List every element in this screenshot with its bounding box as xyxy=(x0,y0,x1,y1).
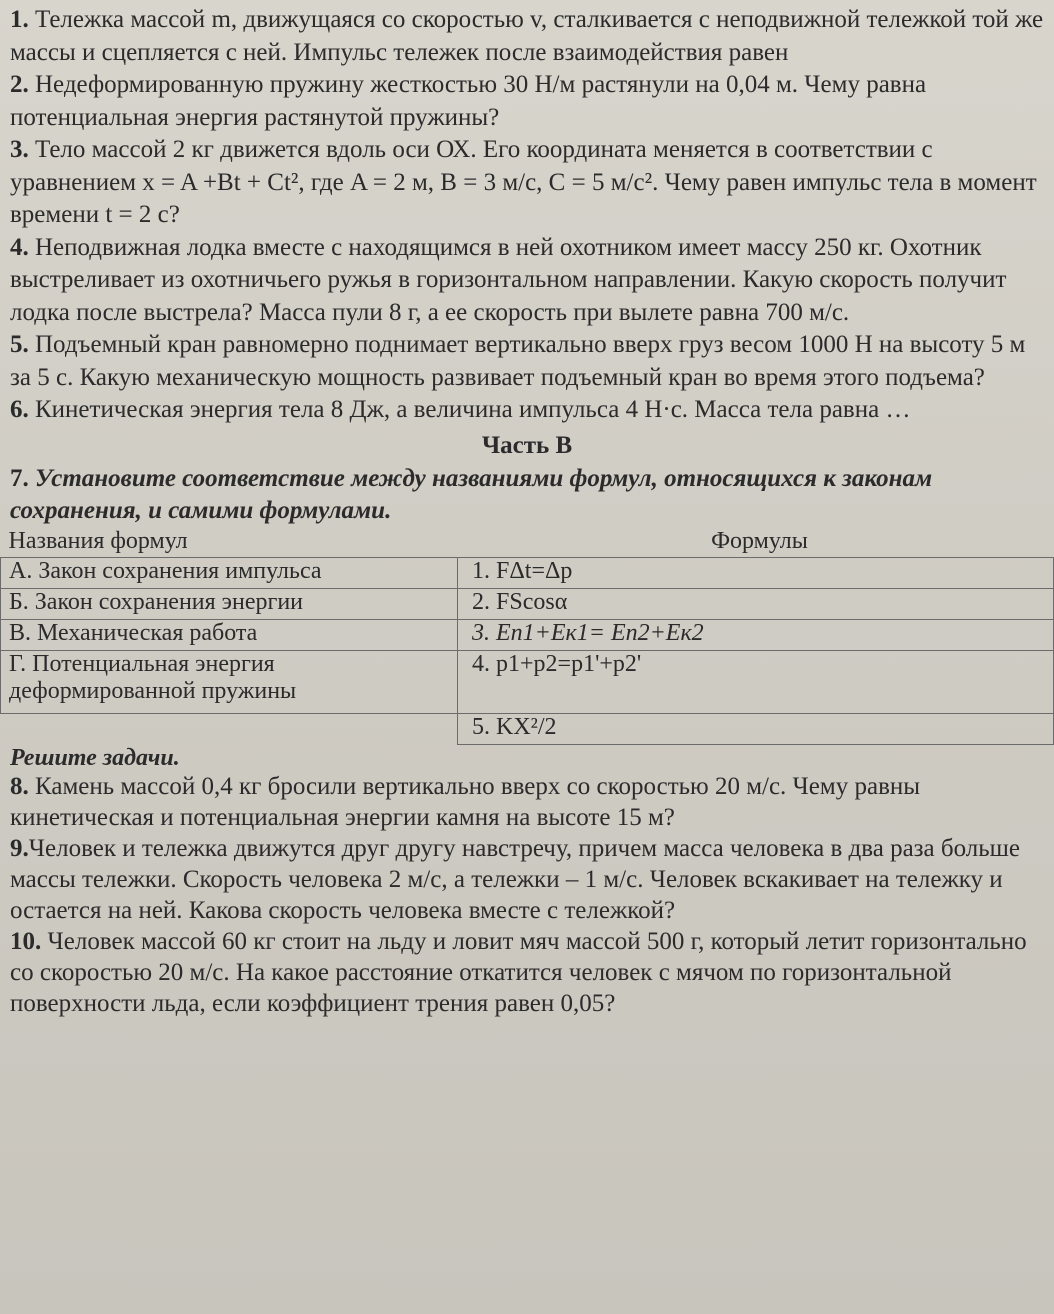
question-text: Подъемный кран равномерно поднимает вертикально вверх груз весом 1000 Н на высоту 5 м за 5 с. Какую механическую мощность развивает подъемный кран во время этого подъема? xyxy=(10,331,1026,391)
formula-name-cell: Б. Закон сохранения энергии xyxy=(1,588,458,619)
formula-name-cell: В. Механическая работа xyxy=(1,619,458,650)
formula-cell: 3. Eп1+Eк1= Eп2+Eк2 xyxy=(458,619,1054,650)
formula-cell: 2. FScosα xyxy=(458,588,1054,619)
question-number: 4. xyxy=(10,233,29,261)
formula-name-cell: Г. Потенциальная энергия деформированной пружины xyxy=(1,650,458,713)
table-row xyxy=(1,650,1054,713)
question-text: Установите соответствие между названиями формул, относящихся к законам сохранения, и самими формулами. xyxy=(10,464,933,524)
question-text: Человек и тележка движутся друг другу навстречу, причем масса человека в два раза больше массы тележки. Скорость человека 2 м/с, а тележки – 1 м/с. Человек вскакивает на тележку и остается на ней. Какова скорость человека вместе с тележкой? xyxy=(10,834,1020,924)
question-text: Камень массой 0,4 кг бросили вертикально вверх со скоростью 20 м/с. Чему равны кинетическая и потенциальная энергии камня на высоте 15 м? xyxy=(10,772,921,831)
matching-table xyxy=(0,527,1054,745)
question-number: 8. xyxy=(10,772,29,800)
formula-name-cell xyxy=(1,713,458,744)
formula-name-cell: А. Закон сохранения импульса xyxy=(1,557,458,588)
table-header-row xyxy=(1,527,1054,558)
question-10 xyxy=(10,926,1044,1019)
question-text: Недеформированную пружину жесткостью 30 Н/м растянули на 0,04 м. Чему равна потенциальная энергия растянутой пружины? xyxy=(10,71,927,131)
question-text: Тело массой 2 кг движется вдоль оси ОХ. Его координата меняется в соответствии с уравнением x = A +Bt + Ct², где A = 2 м, B = 3 м/с, C = 5 м/с². Чему равен импульс тела в момент времени t = 2 с? xyxy=(10,136,1037,228)
question-number: 10. xyxy=(10,927,42,955)
question-7 xyxy=(10,463,1044,527)
question-5 xyxy=(10,329,1044,394)
table-row xyxy=(1,713,1054,744)
table-row xyxy=(1,619,1054,650)
question-number: 9. xyxy=(10,834,29,862)
column-header-formulas: Формулы xyxy=(711,528,808,554)
table-row xyxy=(1,557,1054,588)
question-number: 7. xyxy=(10,464,29,492)
question-text: Тележка массой m, движущаяся со скоростью v, сталкивается с неподвижной тележкой той же массы и сцепляется с ней. Импульс тележек после взаимодействия равен xyxy=(10,6,1044,66)
question-6 xyxy=(10,394,1044,427)
question-2 xyxy=(10,69,1044,134)
formula-cell: 5. KX²/2 xyxy=(458,713,1054,744)
question-number: 3. xyxy=(10,136,29,163)
table-row xyxy=(1,588,1054,619)
solve-title: Решите задачи. xyxy=(10,744,180,771)
question-number: 5. xyxy=(10,331,29,358)
part-b-title: Часть В xyxy=(481,431,573,459)
question-number: 2. xyxy=(10,71,29,98)
question-text: Неподвижная лодка вместе с находящимся в ней охотником имеет массу 250 кг. Охотник выстреливает из охотничьего ружья в горизонтальном направлении. Какую скорость получит лодка после выстрела? Масса пули 8 г, а ее скорость при вылете равна 700 м/с. xyxy=(10,233,1007,326)
question-number: 1. xyxy=(10,6,29,33)
question-3 xyxy=(10,134,1044,232)
question-9 xyxy=(10,833,1044,926)
question-1 xyxy=(10,4,1044,69)
part-a-questions xyxy=(10,4,1044,427)
part-c-questions xyxy=(10,771,1044,1019)
question-text: Человек массой 60 кг стоит на льду и ловит мяч массой 500 г, который летит горизонтально со скоростью 20 м/с. На какое расстояние откатится человек с мячом по горизонтальной поверхности льда, если коэффициент трения равен 0,05? xyxy=(10,927,1027,1017)
formula-cell: 4. p1+p2=p1'+p2' xyxy=(458,650,1054,713)
question-number: 6. xyxy=(10,396,29,423)
question-text: Кинетическая энергия тела 8 Дж, а величина импульса 4 Н·с. Масса тела равна … xyxy=(28,396,911,423)
column-header-names: Названия формул xyxy=(8,528,188,554)
formula-cell: 1. FΔt=Δp xyxy=(458,557,1054,588)
question-8 xyxy=(10,771,1044,833)
question-4 xyxy=(10,232,1044,330)
